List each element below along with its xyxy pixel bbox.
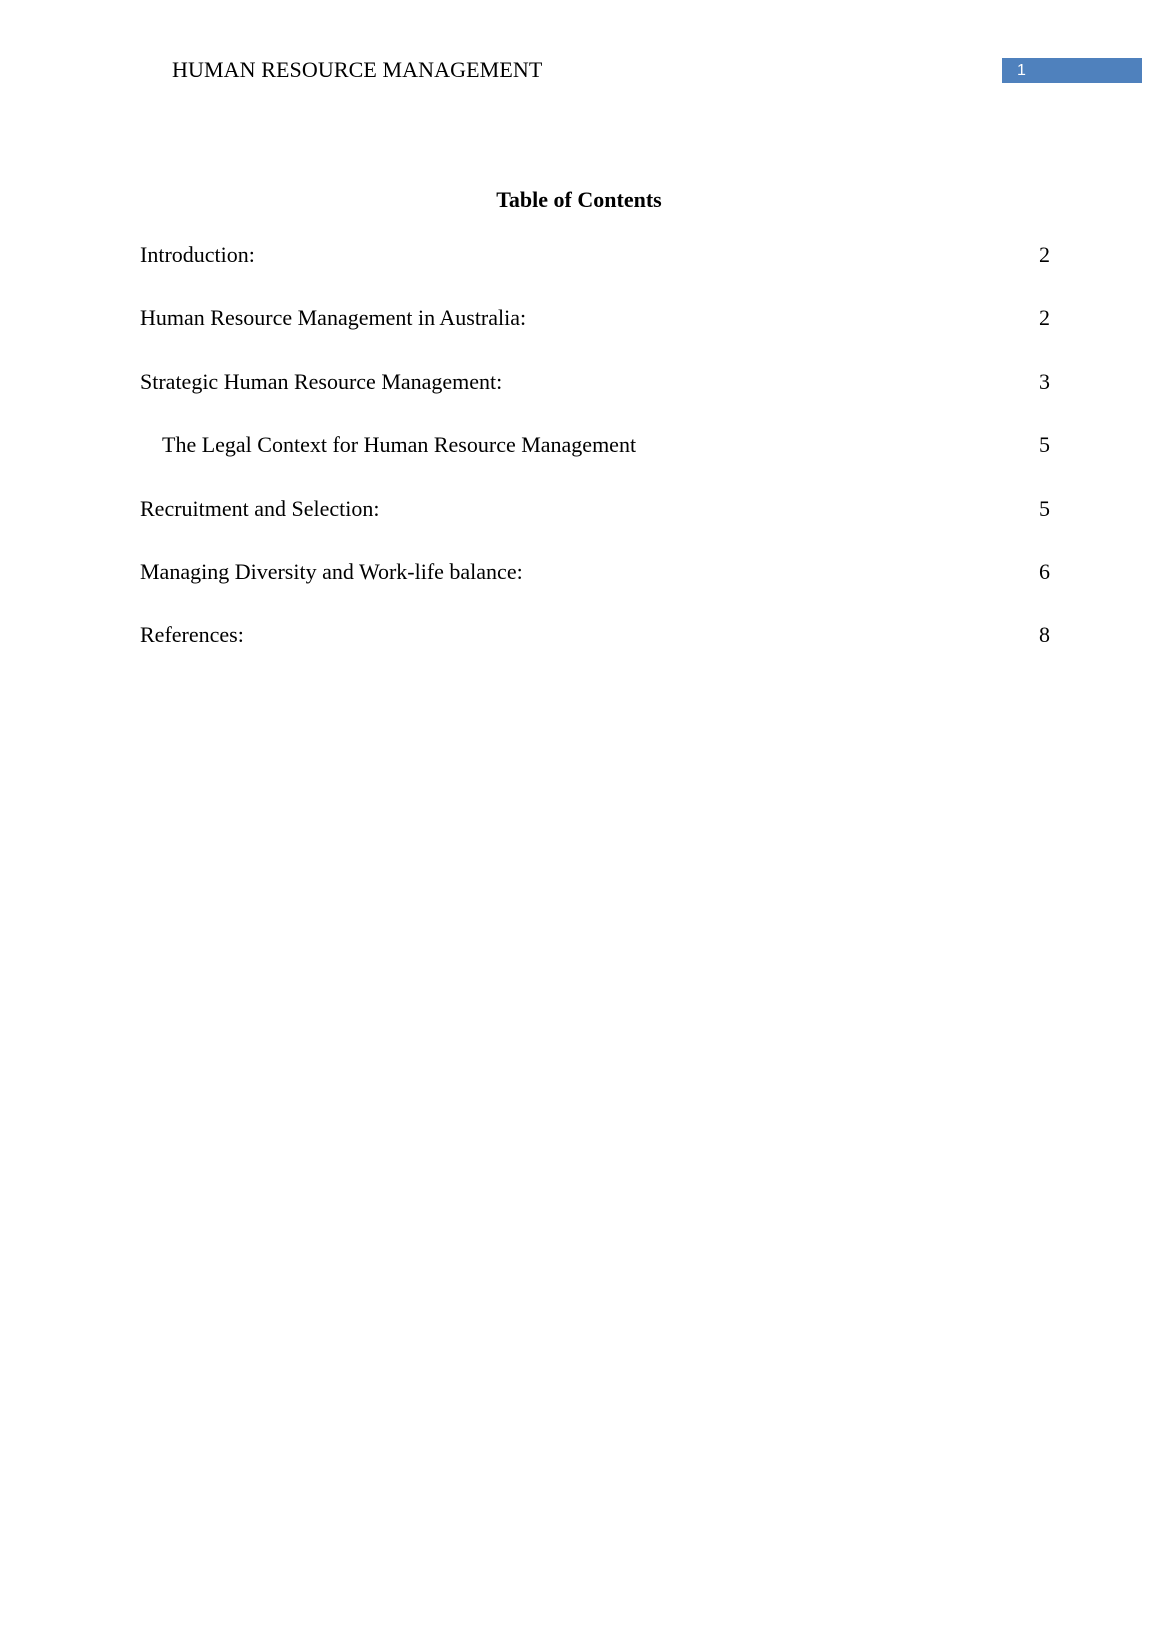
- toc-title: Table of Contents: [496, 187, 662, 212]
- toc-entry-diversity[interactable]: [140, 557, 1050, 587]
- toc-entry-introduction[interactable]: [140, 240, 1050, 270]
- toc-entry-label: Human Resource Management in Australia:: [140, 305, 527, 331]
- toc-entry-label: Managing Diversity and Work-life balance:: [140, 558, 523, 584]
- toc-entry-page: 2: [1039, 305, 1050, 331]
- toc-entry-label: References:: [140, 622, 244, 648]
- toc-entry-label: The Legal Context for Human Resource Management: [162, 432, 637, 458]
- table-of-contents: [140, 240, 1050, 684]
- toc-entry-hrm-australia[interactable]: [140, 303, 1050, 333]
- toc-entry-legal-context[interactable]: [140, 430, 1050, 460]
- toc-entry-page: 5: [1039, 495, 1050, 521]
- toc-entry-recruitment[interactable]: [140, 494, 1050, 524]
- toc-entry-page: 5: [1039, 432, 1050, 458]
- running-header-title: HUMAN RESOURCE MANAGEMENT: [172, 57, 543, 82]
- page-number: 1: [1017, 62, 1026, 79]
- toc-entry-page: 2: [1039, 242, 1050, 267]
- toc-entry-label: Recruitment and Selection:: [140, 495, 380, 521]
- page-number-badge: [1002, 58, 1142, 83]
- toc-entry-page: 8: [1039, 622, 1050, 648]
- toc-entry-references[interactable]: [140, 620, 1050, 650]
- toc-entry-label: Introduction:: [140, 242, 255, 267]
- toc-entry-page: 6: [1039, 558, 1050, 584]
- toc-entry-label: Strategic Human Resource Management:: [140, 368, 503, 394]
- toc-entry-page: 3: [1039, 368, 1050, 394]
- toc-entry-strategic-hrm[interactable]: [140, 367, 1050, 397]
